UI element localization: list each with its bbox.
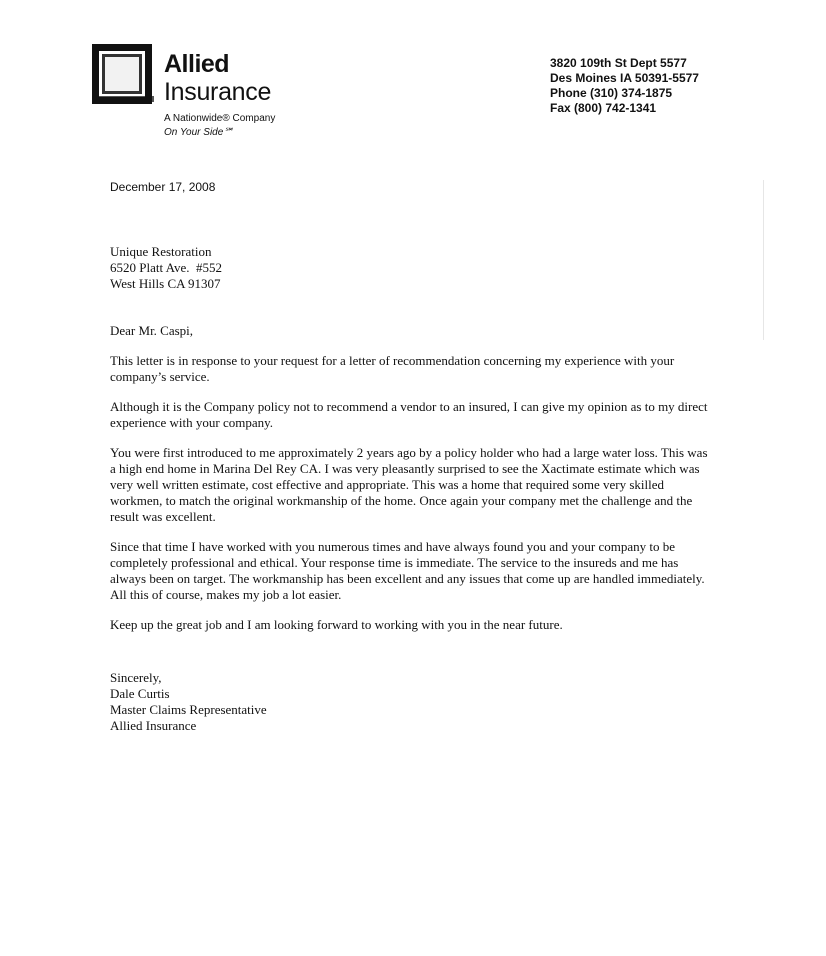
recipient-line: 6520 Platt Ave. #552 bbox=[110, 260, 223, 275]
logo-mark bbox=[92, 44, 152, 104]
recipient-address bbox=[110, 244, 222, 292]
brand-tagline: On Your Side℠ bbox=[164, 127, 234, 138]
recipient-line: Unique Restoration bbox=[110, 244, 212, 259]
paragraph: Keep up the great job and I am looking forward to working with you in the near future. bbox=[110, 617, 563, 632]
paragraph: Since that time I have worked with you numerous times and have always found you and your company to be completely professional and ethical. Your response time is immediate. The service to the insureds and me has always been on target. The workmanship has been excellent and any issues that come up are handled immediately. All this of course, makes my job a lot easier. bbox=[110, 539, 705, 602]
signer-title: Master Claims Representative bbox=[110, 702, 267, 717]
brand-name-line2: Insurance bbox=[164, 78, 272, 106]
signature-block bbox=[110, 670, 267, 734]
brand-subtitle: A Nationwide® Company bbox=[164, 113, 276, 124]
brand-block bbox=[164, 50, 275, 139]
signer-company: Allied Insurance bbox=[110, 718, 197, 733]
phone-line: Phone (310) 374-1875 bbox=[550, 86, 673, 100]
paragraph: This letter is in response to your request for a letter of recommendation concerning my experience with your company’s service. bbox=[110, 353, 675, 384]
paragraph: You were first introduced to me approximately 2 years ago by a policy holder who had a large water loss. This was a high end home in Marina Del Rey CA. I was very pleasantly surprised to see the Xactimate estimate which was very well written estimate, cost effective and appropriate. This was a home that required some very skilled workmen, to match the original workmanship of the home. Once again your company met the challenge and the result was excellent. bbox=[110, 445, 708, 524]
scan-artifact-line bbox=[763, 180, 764, 340]
letter-date: December 17, 2008 bbox=[110, 180, 216, 194]
sender-address bbox=[550, 56, 699, 116]
address-line: Des Moines IA 50391-5577 bbox=[550, 71, 699, 85]
closing-line: Sincerely, bbox=[110, 670, 162, 685]
address-line: 3820 109th St Dept 5577 bbox=[550, 56, 687, 70]
recipient-line: West Hills CA 91307 bbox=[110, 276, 221, 291]
signer-name: Dale Curtis bbox=[110, 686, 170, 701]
salutation: Dear Mr. Caspi, bbox=[110, 323, 194, 338]
fax-line: Fax (800) 742-1341 bbox=[550, 101, 657, 115]
paragraph: Although it is the Company policy not to recommend a vendor to an insured, I can give my opinion as to my direct experience with your company. bbox=[110, 399, 708, 430]
logo-inner-square bbox=[102, 54, 142, 94]
brand-name: Allied bbox=[164, 50, 230, 78]
letter-body bbox=[110, 323, 710, 647]
